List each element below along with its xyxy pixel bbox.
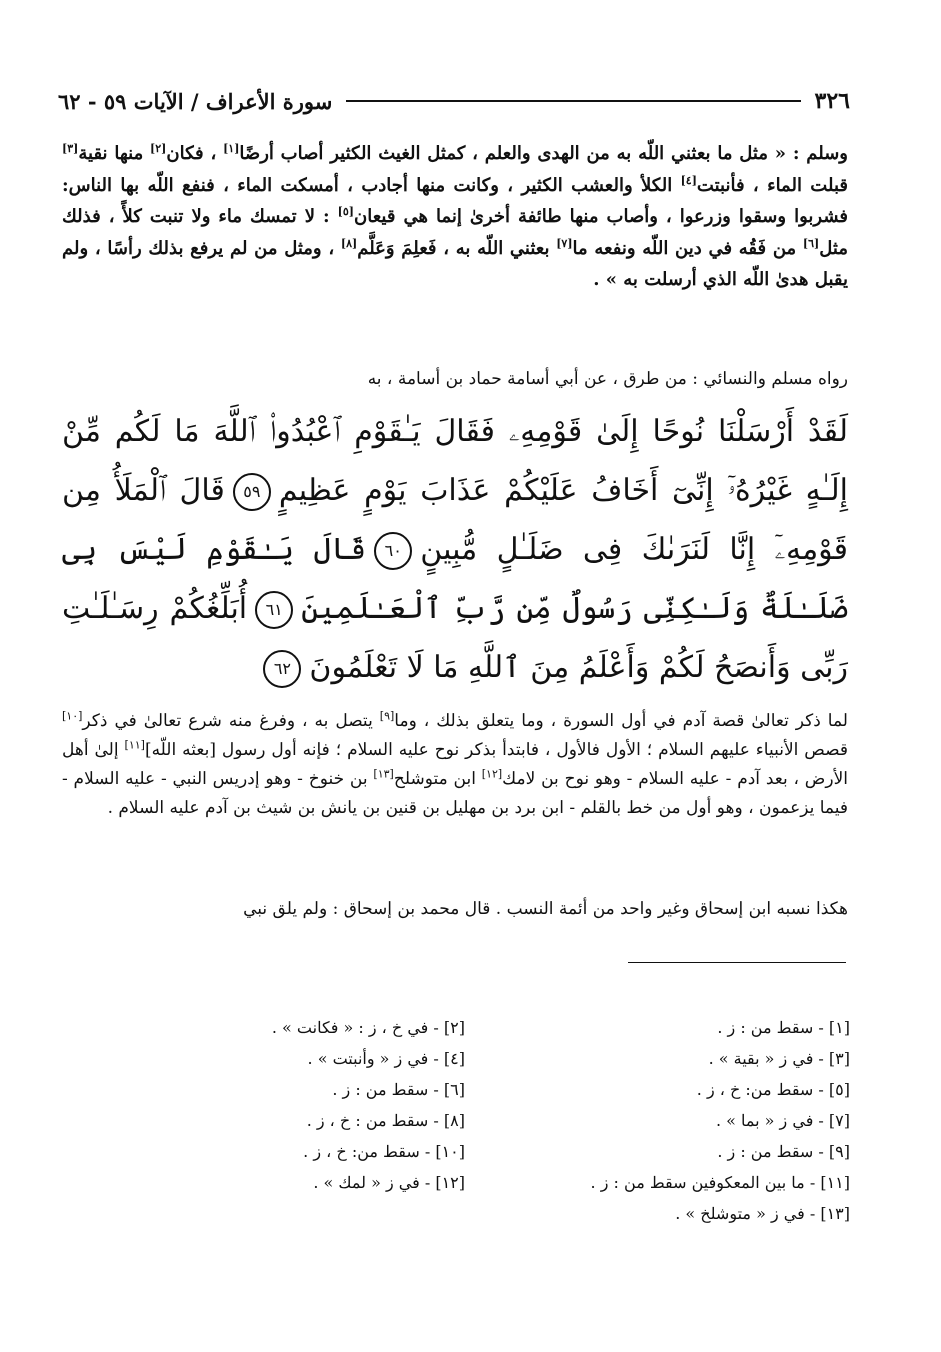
footnote: [١١] - ما بين المعكوفين سقط من : ز . [590, 1173, 850, 1192]
footnote: [٢] - في خ ، ز : « فكانت » . [271, 1018, 465, 1037]
footnote: [٣] - في ز « بقية » . [708, 1049, 850, 1068]
footnote-ref: [٥] [337, 205, 354, 218]
footnotes-left-column [80, 1012, 465, 1229]
ayah-number-marker: ٥٩ [233, 473, 271, 511]
footnote-ref: [١٠] [62, 709, 83, 723]
page-number: ٣٢٦ [814, 88, 850, 114]
footnote: [١٣] - في ز « متوشلخ » . [675, 1204, 850, 1223]
footnotes [80, 1012, 850, 1229]
footnote-ref: [٣] [62, 142, 79, 155]
footnote-ref: [١١] [124, 738, 145, 752]
hadith-text: وسلم : « مثل ما بعثني اللّه به من الهدى والعلم ، كمثل الغيث الكثير أصاب أرضًا [239, 143, 848, 164]
footnote: [٥] - سقط من: خ ، ز . [696, 1080, 850, 1099]
footnote: [٩] - سقط من : ز . [717, 1142, 850, 1161]
tafsir-text: يتصل به ، وفرغ منه شرع تعالىٰ في ذكر [82, 711, 380, 731]
footnote-ref: [٨] [340, 236, 358, 250]
hadith-text: من فَقُه في دين اللّه ونفعه ما [572, 237, 803, 259]
footnote-ref: [١] [223, 142, 240, 155]
ayah-number-marker: ٦٠ [374, 532, 412, 570]
footnote: [١٠] - سقط من: خ ، ز . [303, 1142, 465, 1161]
hadith-text: : لا تمسك ماء ولا تنبت كلأً ، فذلك مثل [62, 206, 848, 259]
header-rule [346, 100, 800, 102]
footnote-ref: [٩] [379, 709, 395, 723]
verse-text: قَالَ يَـٰقَوْمِ لَيْسَ بِى ضَلَـٰلَةٌ وَلَـٰكِنِّى رَسُولٌ مِّن رَّبِّ ٱلْعَـٰلَمِينَ [62, 532, 849, 626]
ayah-number-marker: ٦٢ [263, 650, 301, 688]
footnote: [٤] - في ز « وأنبتت » . [307, 1049, 465, 1068]
tafsir-continuation: هكذا نسبه ابن إسحاق وغير واحد من أئمة النسب . قال محمد بن إسحاق : ولم يلق نبي [243, 899, 848, 919]
tafsir-text: إلىٰ أهل الأرض ، بعد آدم - عليه السلام - وهو نوح بن لامك [62, 740, 848, 789]
footnote: [١] - سقط من : ز . [717, 1018, 850, 1037]
page-header [58, 84, 850, 118]
hadith-text: ، فكان [166, 143, 224, 164]
ayah-number-marker: ٦١ [255, 591, 293, 629]
hadith-paragraph [62, 138, 848, 296]
footnote-ref: [٤] [680, 173, 697, 187]
hadith-text: قبلت الماء ، فأنبتت [696, 174, 848, 196]
footnote-ref: [١٢] [481, 767, 503, 781]
footnote: [١٢] - في ز « لمك » . [313, 1173, 465, 1192]
tafsir-paragraph [62, 707, 848, 823]
tafsir-text: بن خنوخ - وهو إدريس النبي - عليه السلام - فيما يزعمون ، وهو أول من خط بالقلم - ابن برد بن مهليل بن قنين بن يانش بن شيث بن آدم عليه السلام . [62, 769, 848, 818]
hadith-text: منها نقية [78, 143, 151, 164]
footnotes-right-column [465, 1012, 850, 1229]
tafsir-text: ابن متوشلح [393, 769, 482, 789]
footnote: [٧] - في ز « بما » . [715, 1111, 850, 1130]
footnote: [٦] - سقط من : ز . [332, 1080, 465, 1099]
footnote-separator [628, 962, 846, 963]
riwaya-line: رواه مسلم والنسائي : من طرق ، عن أبي أسامة حماد بن أسامة ، به [367, 369, 848, 389]
hadith-text: ، ومثل من لم يرفع بذلك رأسًا ، ولم يقبل هدىٰ اللّه الذي أرسلت به » . [62, 237, 848, 290]
sura-range-label: سورة الأعراف / الآيات ٥٩ - ٦٢ [58, 88, 333, 114]
hadith-text: بعثني اللّه به ، فَعلِمَ وَعَلَّم [357, 237, 557, 259]
footnote-ref: [٦] [802, 236, 820, 250]
footnote-ref: [٢] [150, 142, 167, 155]
verse-text: لَقَدْ أَرْسَلْنَا نُوحًا إِلَىٰ قَوْمِهِۦ فَقَالَ يَـٰقَوْمِ ٱعْبُدُوا۟ ٱللَّهَ مَا لَكُم مِّنْ إِلَـٰهٍ غَيْرُهُۥٓ إِنِّىٓ أَخَافُ عَلَيْكُمْ عَذَابَ يَوْمٍ عَظِيمٍ [62, 414, 849, 508]
verse-text: قَالَ ٱلْمَلَأُ مِن قَوْمِهِۦٓ إِنَّا لَنَرَىٰكَ فِى ضَلَـٰلٍ مُّبِينٍ [62, 473, 848, 567]
verse-text: أُبَلِّغُكُمْ رِسَـٰلَـٰتِ رَبِّى وَأَنصَحُ لَكُمْ وَأَعْلَمُ مِنَ ٱللَّهِ مَا لَا تَعْلَمُونَ [62, 591, 848, 685]
tafsir-text: قصص الأنبياء عليهم السلام ؛ الأول فالأول ، فابتدأ بذكر نوح عليه السلام ؛ فإنه أول رسول [بعثه اللّه] [144, 740, 848, 760]
footnote-ref: [١٣] [373, 767, 394, 781]
hadith-text: الكلأ والعشب الكثير ، وكانت منها أجادب ، أمسكت الماء ، فنفع اللّه بها الناس: فشربوا وسقوا وزرعوا ، وأصاب منها طائفة أخرىٰ إنما هي قيعان [62, 174, 848, 227]
footnote-ref: [٧] [556, 236, 573, 250]
quran-verses [62, 402, 848, 697]
footnote: [٨] - سقط من : خ ، ز . [306, 1111, 465, 1130]
tafsir-text: لما ذكر تعالىٰ قصة آدم في أول السورة ، وما يتعلق بذلك ، وما [394, 711, 848, 731]
